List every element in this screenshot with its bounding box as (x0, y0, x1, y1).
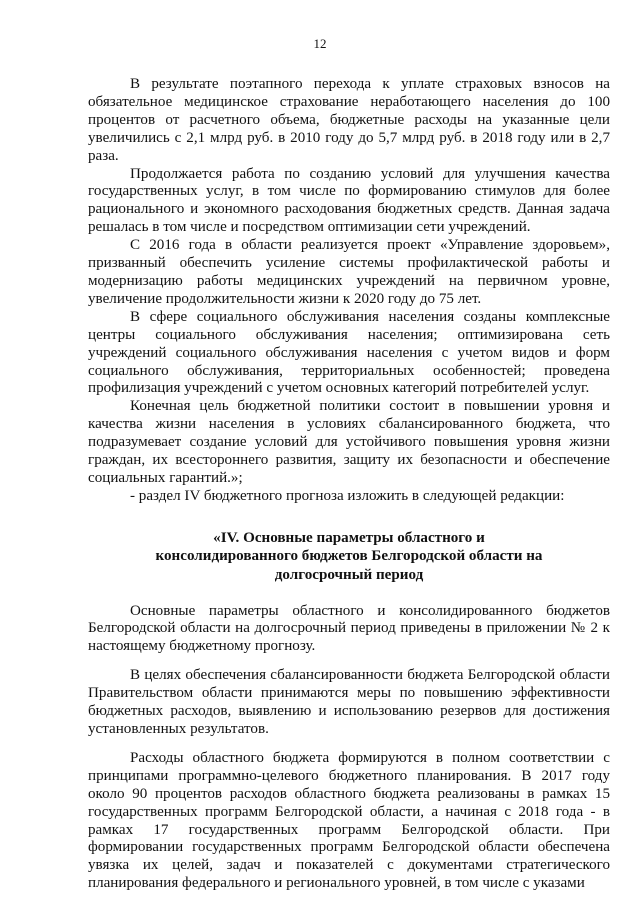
paragraph-service-quality: Продолжается работа по созданию условий для улучшения качества государственных услуг, в том числе по формированию стимулов для более рационального и экономного расходования бюджетных средств. Данная задача решалась в том числе и посредством оптимизации сети учреждений. (88, 165, 610, 236)
section-heading-line-2: консолидированного бюджетов Белгородской области на (155, 548, 543, 565)
section-heading-line-3: долгосрочный период (274, 566, 424, 583)
section-heading (88, 529, 610, 585)
paragraph-main-parameters: Основные параметры областного и консолидированного бюджетов Белгородской области на долгосрочный период приведены в приложении № 2 к настоящему бюджетному прогнозу. (88, 602, 610, 655)
paragraph-insurance-contributions: В результате поэтапного перехода к уплате страховых взносов на обязательное медицинское страхование неработающего населения до 100 процентов от расчетного объема, бюджетные расходы на указанные цели увеличились с 2,1 млрд руб. в 2010 году до 5,7 млрд руб. в 2018 году или в 2,7 раза. (88, 76, 610, 164)
paragraph-program-expenditures: Расходы областного бюджета формируются в полном соответствии с принципами программно-целевого бюджетного планирования. В 2017 году около 90 процентов расходов областного бюджета реализованы в рамках 15 государственных программ Белгородской области, а начиная с 2018 года - в рамках 17 государственных программ Белгородской области. При формировании государственных программ Белгородской области обеспечена увязка их целей, задач и показателей с документами стратегического планирования федерального и регионального уровней, в том числе с указами (88, 749, 610, 892)
document-body (88, 76, 610, 893)
paragraph-social-services: В сфере социального обслуживания населения созданы комплексные центры социального обслуживания населения; оптимизирована сеть учреждений социального обслуживания населения с учетом видов и форм социального обслуживания, территориальных особенностей; проведена профилизация учреждений с учетом основных категорий потребителей услуг. (88, 308, 610, 397)
paragraph-health-project: С 2016 года в области реализуется проект «Управление здоровьем», призванный обеспечить усиление системы профилактической работы и модернизацию работы медицинских учреждений на первичном уровне, увеличение продолжительности жизни к 2020 году до 75 лет. (88, 237, 610, 307)
section-heading-line-1: «IV. Основные параметры областного и (213, 529, 485, 546)
page-number: 12 (313, 36, 327, 51)
paragraph-section-iv-instruction: - раздел IV бюджетного прогноза изложить в следующей редакции: (130, 487, 565, 504)
paragraph-budget-policy-goal: Конечная цель бюджетной политики состоит в повышении уровня и качества жизни населения в условиях сбалансированного бюджета, что подразумевает создание условий для устойчивого повышения уровня жизни граждан, их всестороннего развития, защиту их безопасности и обеспечение социальных гарантий.»; (88, 398, 610, 486)
paragraph-budget-balance: В целях обеспечения сбалансированности бюджета Белгородской области Правительством области принимаются меры по повышению эффективности бюджетных расходов, выявлению и использованию резервов для достижения установленных результатов. (88, 667, 610, 737)
